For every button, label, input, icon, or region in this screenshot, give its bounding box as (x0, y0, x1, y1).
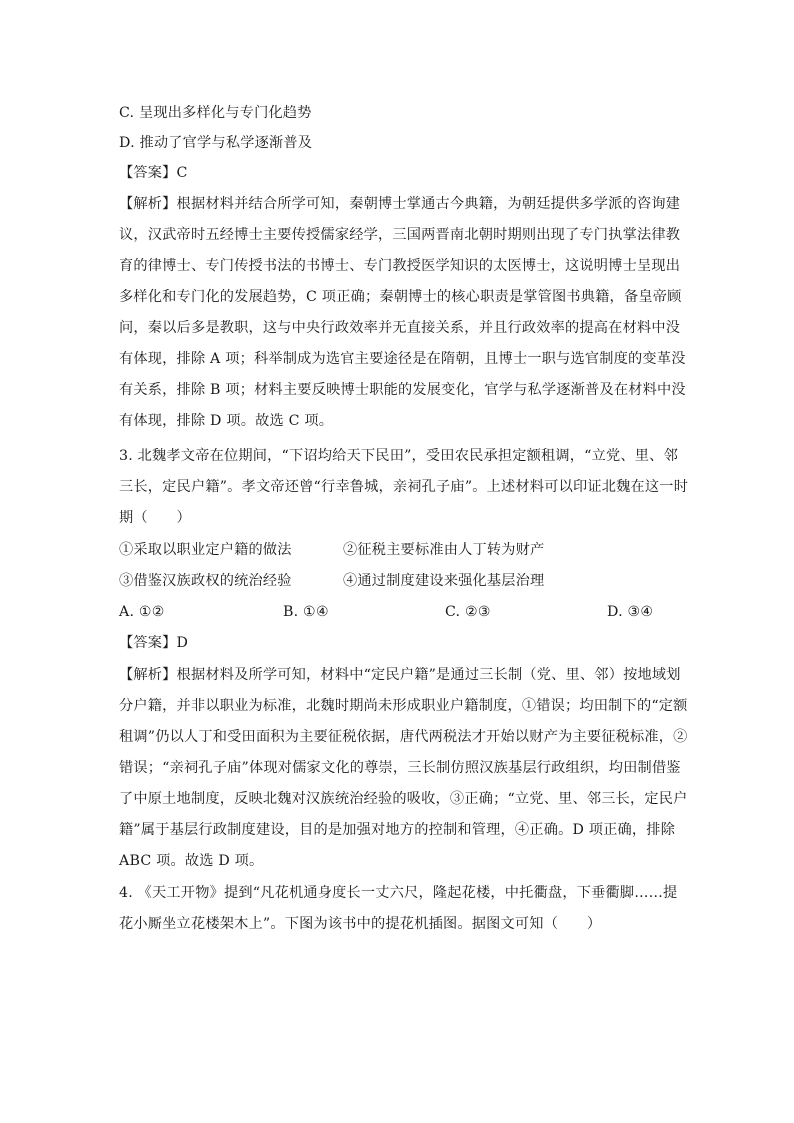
option-a: A. ①② (119, 604, 165, 620)
question-3-stem: 三长，定民户籍”。孝文帝还曾“行幸鲁城，亲祠孔子庙”。上述材料可以印证北魏在这一时 (119, 479, 689, 495)
analysis-line: 【解析】根据材料及所学可知，材料中“定民户籍”是通过三长制（党、里、邻）按地域划 (119, 667, 681, 683)
item-1: ①采取以职业定户籍的做法 (119, 542, 292, 558)
analysis-line: 有关系，排除 B 项；材料主要反映博士职能的发展变化，官学与私学逐渐普及在材料中没 (119, 382, 686, 398)
analysis-line: 有体现，排除 A 项；科举制成为选官主要途径是在隋朝，且博士一职与选官制度的变革没 (119, 351, 686, 367)
option-b: B. ①④ (283, 604, 329, 620)
question-4-stem: 花小厮坐立花楼架木上”。下图为该书中的提花机插图。据图文可知（ ） (119, 916, 602, 932)
answer-q3: 【答案】D (119, 635, 189, 651)
option-c: C. ②③ (445, 604, 491, 620)
item-3: ③借鉴汉族政权的统治经验 (119, 573, 292, 589)
analysis-line: 【解析】根据材料并结合所学可知，秦朝博士掌通古今典籍，为朝廷提供多学派的咨询建 (119, 196, 681, 212)
analysis-line: 问，秦以后多是教职，这与中央行政效率并无直接关系，并且行政效率的提高在材料中没 (119, 320, 681, 336)
question-3-stem: 3. 北魏孝文帝在位期间，“下诏均给天下民田”，受田农民承担定额租调，“立党、里、邻 (119, 448, 678, 464)
analysis-line: 育的律博士、专门传授书法的书博士、专门教授医学知识的太医博士，这说明博士呈现出 (119, 258, 681, 274)
analysis-line: 租调”仍以人丁和受田面积为主要征税依据，唐代两税法才开始以财产为主要征税标准，② (119, 729, 688, 745)
analysis-line: ABC 项。故选 D 项。 (119, 853, 264, 869)
question-3-stem: 期（ ） (119, 510, 191, 526)
answer-q2: 【答案】C (119, 165, 188, 181)
analysis-line: 了中原土地制度，反映北魏对汉族统治经验的吸收，③正确；“立党、里、邻三长，定民户 (119, 791, 688, 807)
option-c: C. 呈现出多样化与专门化趋势 (119, 105, 312, 121)
item-4: ④通过制度建设来强化基层治理 (343, 573, 545, 589)
analysis-line: 分户籍，并非以职业为标准，北魏时期尚未形成职业户籍制度，①错误；均田制下的“定额 (119, 698, 688, 714)
analysis-line: 议，汉武帝时五经博士主要传授儒家经学，三国两晋南北朝时期则出现了专门执掌法律教 (119, 227, 681, 243)
question-4-stem: 4. 《天工开物》提到“凡花机通身度长一丈六尺，隆起花楼，中托衢盘，下垂衢脚……提 (119, 885, 678, 901)
analysis-line: 籍”属于基层行政制度建设，目的是加强对地方的控制和管理，④正确。D 项正确，排除 (119, 822, 676, 838)
option-d: D. ③④ (607, 604, 654, 620)
option-d: D. 推动了官学与私学逐渐普及 (119, 135, 313, 151)
analysis-line: 错误；“亲祠孔子庙”体现对儒家文化的尊崇，三长制仿照汉族基层行政组织，均田制借鉴 (119, 760, 681, 776)
item-2: ②征税主要标准由人丁转为财产 (343, 542, 545, 558)
analysis-line: 多样化和专门化的发展趋势，C 项正确；秦朝博士的核心职责是掌管图书典籍，备皇帝顾 (119, 289, 682, 305)
analysis-line: 有体现，排除 D 项。故选 C 项。 (119, 413, 334, 429)
